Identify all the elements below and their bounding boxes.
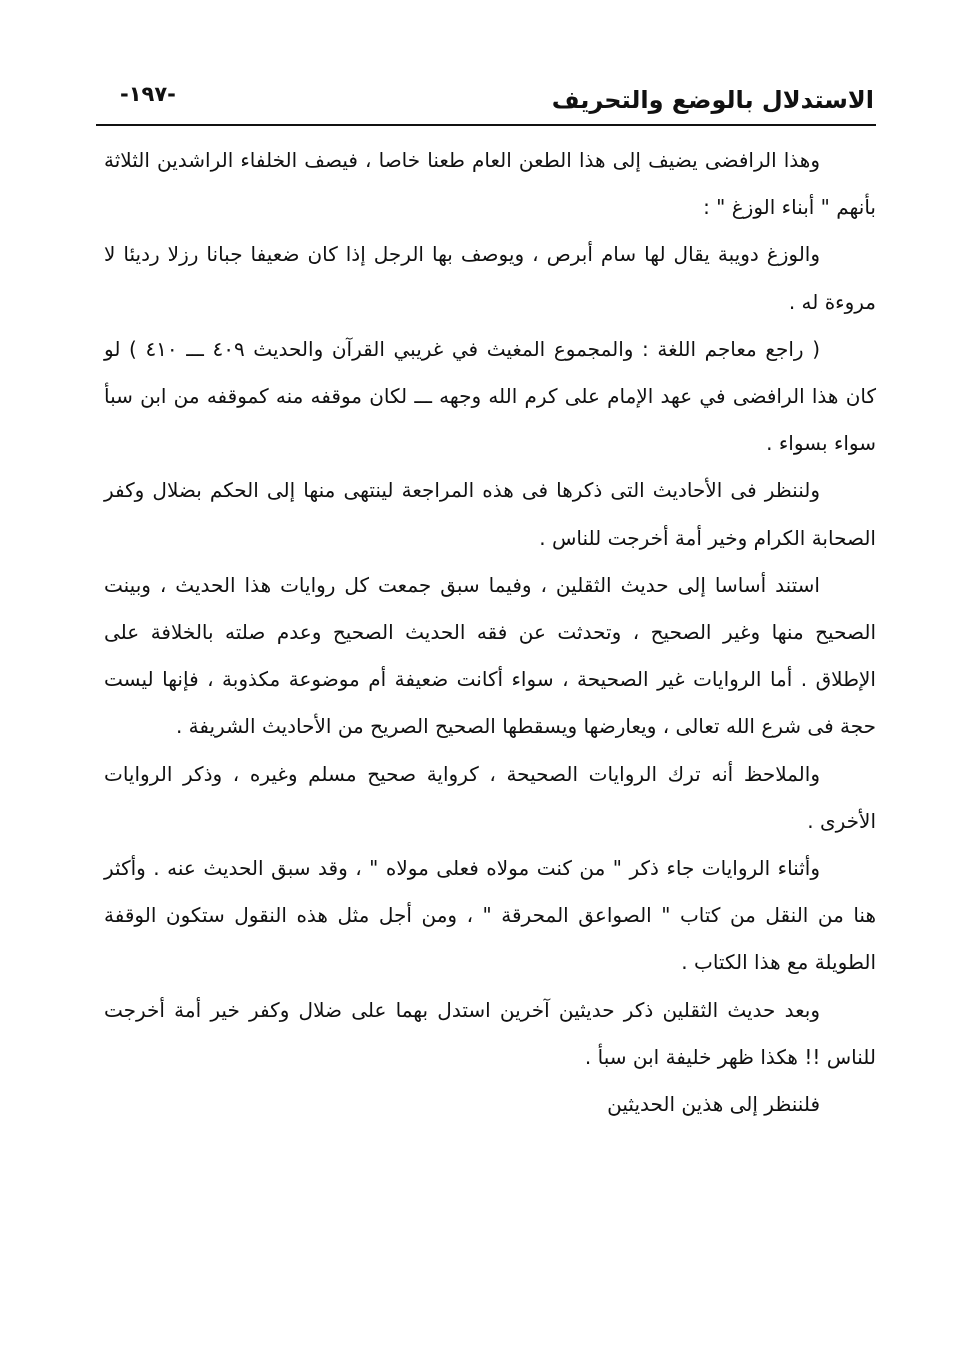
paragraph: وهذا الرافضى يضيف إلى هذا الطعن العام طعنا خاصا ، فيصف الخلفاء الراشدين الثلاثة بأنهم " أبناء الوزغ " : xyxy=(104,148,876,220)
body-text xyxy=(104,137,876,1128)
header-divider xyxy=(96,124,876,126)
paragraph: ( راجع معاجم اللغة : والمجموع المغيث في غريبي القرآن والحديث ٤٠٩ ـــ ٤١٠ ) لو كان هذا الرافضى في عهد الإمام على كرم الله وجهه ـــ لكان موقفه منه كموقفه من ابن سبأ سواء بسواء . xyxy=(104,336,876,456)
running-title: الاستدلال بالوضع والتحريف xyxy=(551,86,874,114)
paragraph: وأثناء الروايات جاء ذكر " من كنت مولاه فعلى مولاه " ، وقد سبق الحديث عنه . وأكثر هنا من النقل من كتاب " الصواعق المحرقة " ، ومن أجل مثل هذه النقول ستكون الوقفة الطويلة مع هذا الكتاب . xyxy=(104,856,876,975)
paragraph: والوزغ دويبة يقال لها سام أبرص ، ويوصف بها الرجل إذا كان ضعيفا جبانا رزلا رديئا لا مروءة له . xyxy=(104,242,876,314)
paragraph: ولننظر فى الأحاديث التى ذكرها فى هذه المراجعة لينتهى منها إلى الحكم بضلال وكفر الصحابة الكرام وخير أمة أخرجت للناس . xyxy=(104,478,876,550)
paragraph: والملاحظ أنه ترك الروايات الصحيحة ، كرواية صحيح مسلم وغيره ، وذكر الروايات الأخرى . xyxy=(104,761,876,833)
paragraph: فلننظر إلى هذين الحديثين xyxy=(607,1092,820,1117)
paragraph: استند أساسا إلى حديث الثقلين ، وفيما سبق جمعت كل روايات هذا الحديث ، وبينت الصحيح منها وغير الصحيح ، وتحدثت عن فقه الحديث الصحيح وعدم صلته بالخلافة على الإطلاق . أما الروايات غير الصحيحة ، سواء أكانت ضعيفة أم موضوعة مكذوبة ، فإنها ليست حجة فى شرع الله تعالى ، ويعارضها ويسقطها الصحيح الصريح من الأحاديث الشريفة . xyxy=(104,572,876,739)
page-header xyxy=(96,78,876,126)
page-number: -١٩٧- xyxy=(120,82,176,106)
paragraph: وبعد حديث الثقلين ذكر حديثين آخرين استدل بهما على ضلال وكفر خير أمة أخرجت للناس !! هكذا ظهر خليفة ابن سبأ . xyxy=(104,997,876,1069)
